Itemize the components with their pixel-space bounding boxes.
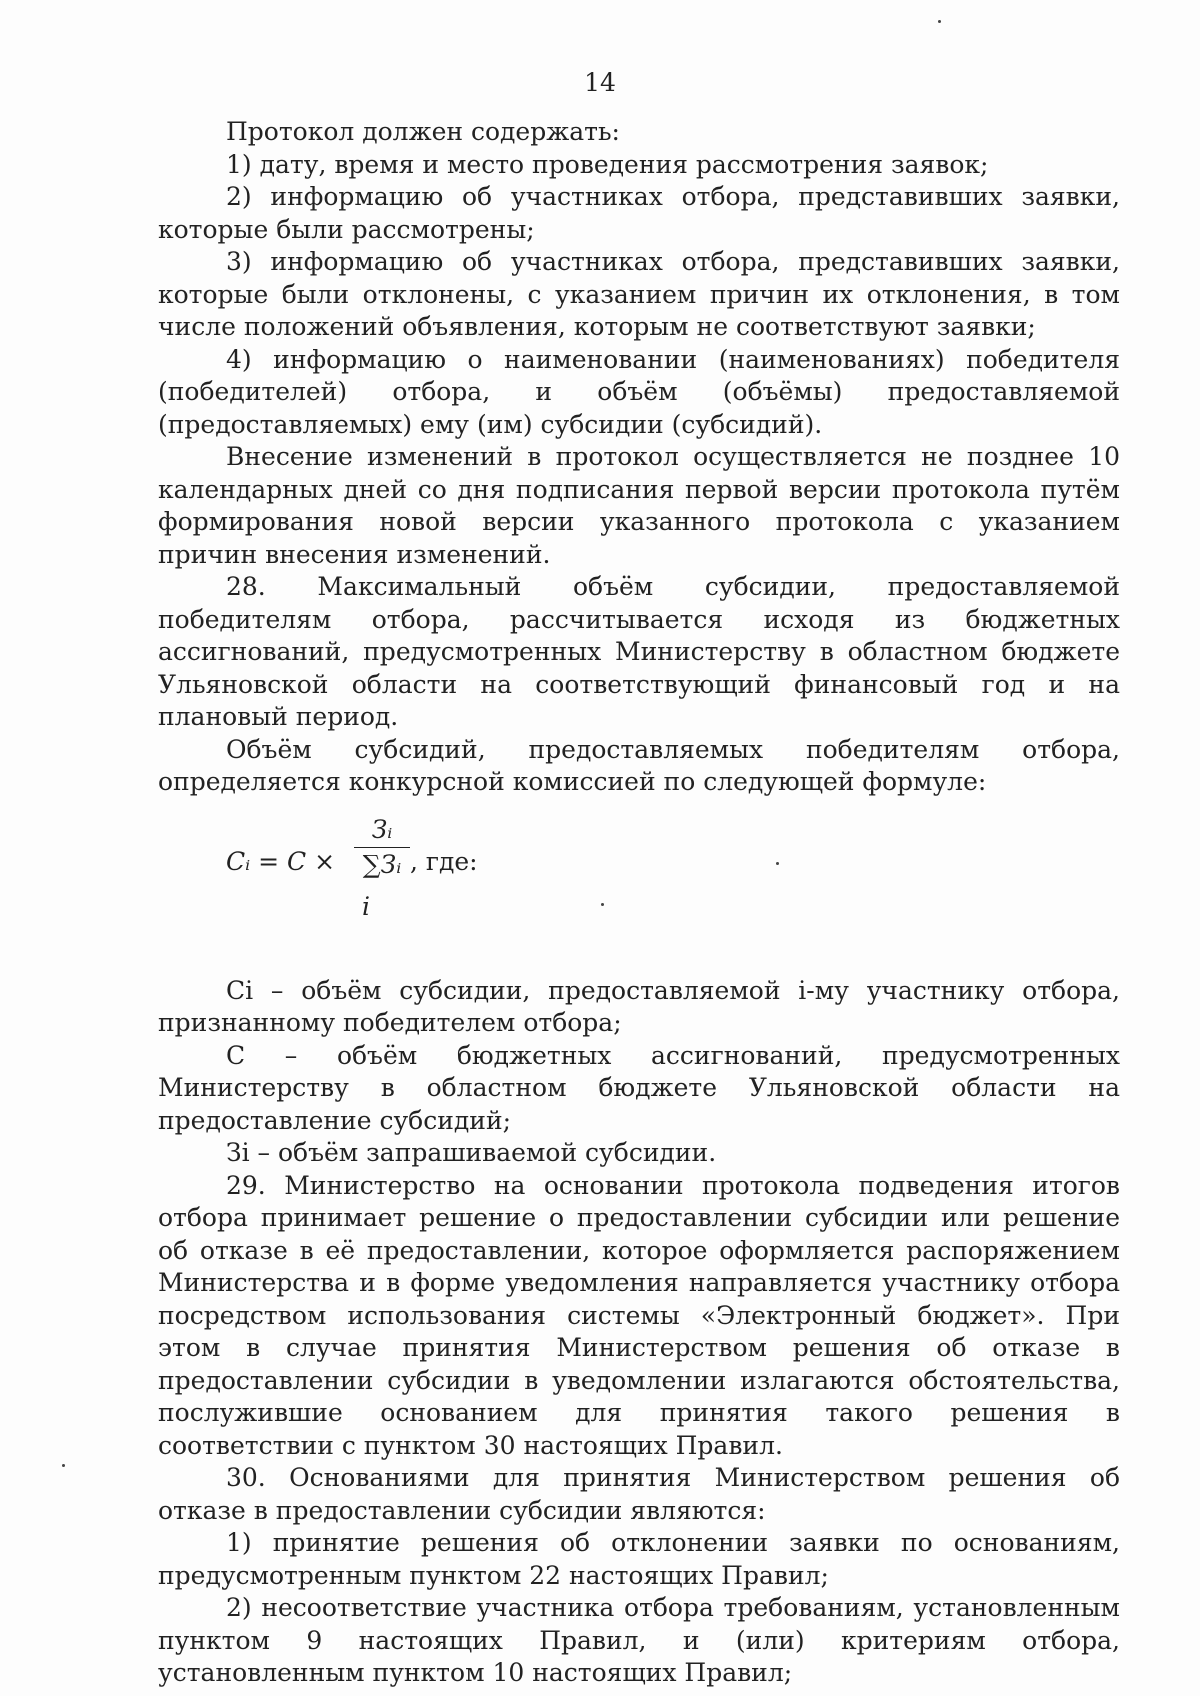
paragraph: 1) дату, время и место проведения рассмотрения заявок; bbox=[226, 149, 989, 179]
paragraph: 29. Министерство на основании протокола подведения итогов отбора принимает решение о предоставлении субсидии или решение об отказе в её предоставлении, которое оформляется распоряжением Министерства и в форме уведомления направляется участнику отбора посредством использования системы «Электронный бюджет». При этом в случае принятия Министерством решения об отказе в предоставлении субсидии в уведомлении излагаются обстоятельства, послужившие основанием для принятия такого решения в соответствии с пунктом 30 настоящих Правил. bbox=[158, 1170, 1120, 1460]
scan-speck bbox=[938, 20, 941, 23]
formula-fraction bbox=[354, 813, 410, 882]
formula-lhs: Cᵢ = C × bbox=[226, 846, 336, 876]
formula-denominator: ∑Зᵢ bbox=[362, 849, 402, 879]
paragraph: 30. Основаниями для принятия Министерством решения об отказе в предоставлении субсидии являются: bbox=[158, 1463, 1120, 1525]
formula-numerator: Зᵢ bbox=[354, 813, 410, 848]
paragraph: 4) информацию о наименовании (наименованиях) победителя (победителей) отбора, и объём (объёмы) предоставляемой (предоставляемых) ему (им) субсидии (субсидий). bbox=[158, 344, 1120, 439]
paragraph: Ci – объём субсидии, предоставляемой i-му участнику отбора, признанному победителем отбора; bbox=[158, 975, 1120, 1037]
paragraph: 3) информацию об участниках отбора, представивших заявки, которые были отклонены, с указанием причин их отклонения, в том числе положений объявления, которым не соответствуют заявки; bbox=[158, 247, 1120, 341]
paragraph: Протокол должен содержать: bbox=[226, 117, 620, 146]
paragraph: С – объём бюджетных ассигнований, предусмотренных Министерству в областном бюджете Ульяновской области на предоставление субсидий; bbox=[158, 1040, 1120, 1135]
scan-speck bbox=[62, 1464, 65, 1467]
formula-tail: , где: bbox=[410, 846, 478, 876]
subsidy-formula bbox=[158, 799, 1120, 949]
paragraph: Объём субсидий, предоставляемых победителям отбора, определяется конкурсной комиссией по следующей формуле: bbox=[158, 734, 1120, 796]
paragraph: 28. Максимальный объём субсидии, предоставляемой победителям отбора, рассчитывается исходя из бюджетных ассигнований, предусмотренных Министерству в областном бюджете Ульяновской области на соответствующий финансовый год и на плановый период. bbox=[158, 572, 1120, 731]
scan-speck bbox=[776, 862, 779, 865]
paragraph: Внесение изменений в протокол осуществляется не позднее 10 календарных дней со дня подписания первой версии протокола путём формирования новой версии указанного протокола с указанием причин внесения изменений. bbox=[158, 442, 1120, 569]
paragraph: 2) несоответствие участника отбора требованиям, установленным пунктом 9 настоящих Правил, и (или) критериям отбора, установленным пунктом 10 настоящих Правил; bbox=[158, 1593, 1120, 1687]
scan-speck bbox=[601, 903, 604, 906]
page-content bbox=[158, 116, 1120, 1690]
page-number: 14 bbox=[584, 68, 616, 97]
paragraph: Зi – объём запрашиваемой субсидии. bbox=[226, 1138, 717, 1167]
formula-sum-index: i bbox=[362, 891, 370, 921]
paragraph: 1) принятие решения об отклонении заявки по основаниям, предусмотренным пунктом 22 настоящих Правил; bbox=[158, 1528, 1120, 1590]
paragraph: 2) информацию об участниках отбора, представивших заявки, которые были рассмотрены; bbox=[158, 182, 1120, 244]
